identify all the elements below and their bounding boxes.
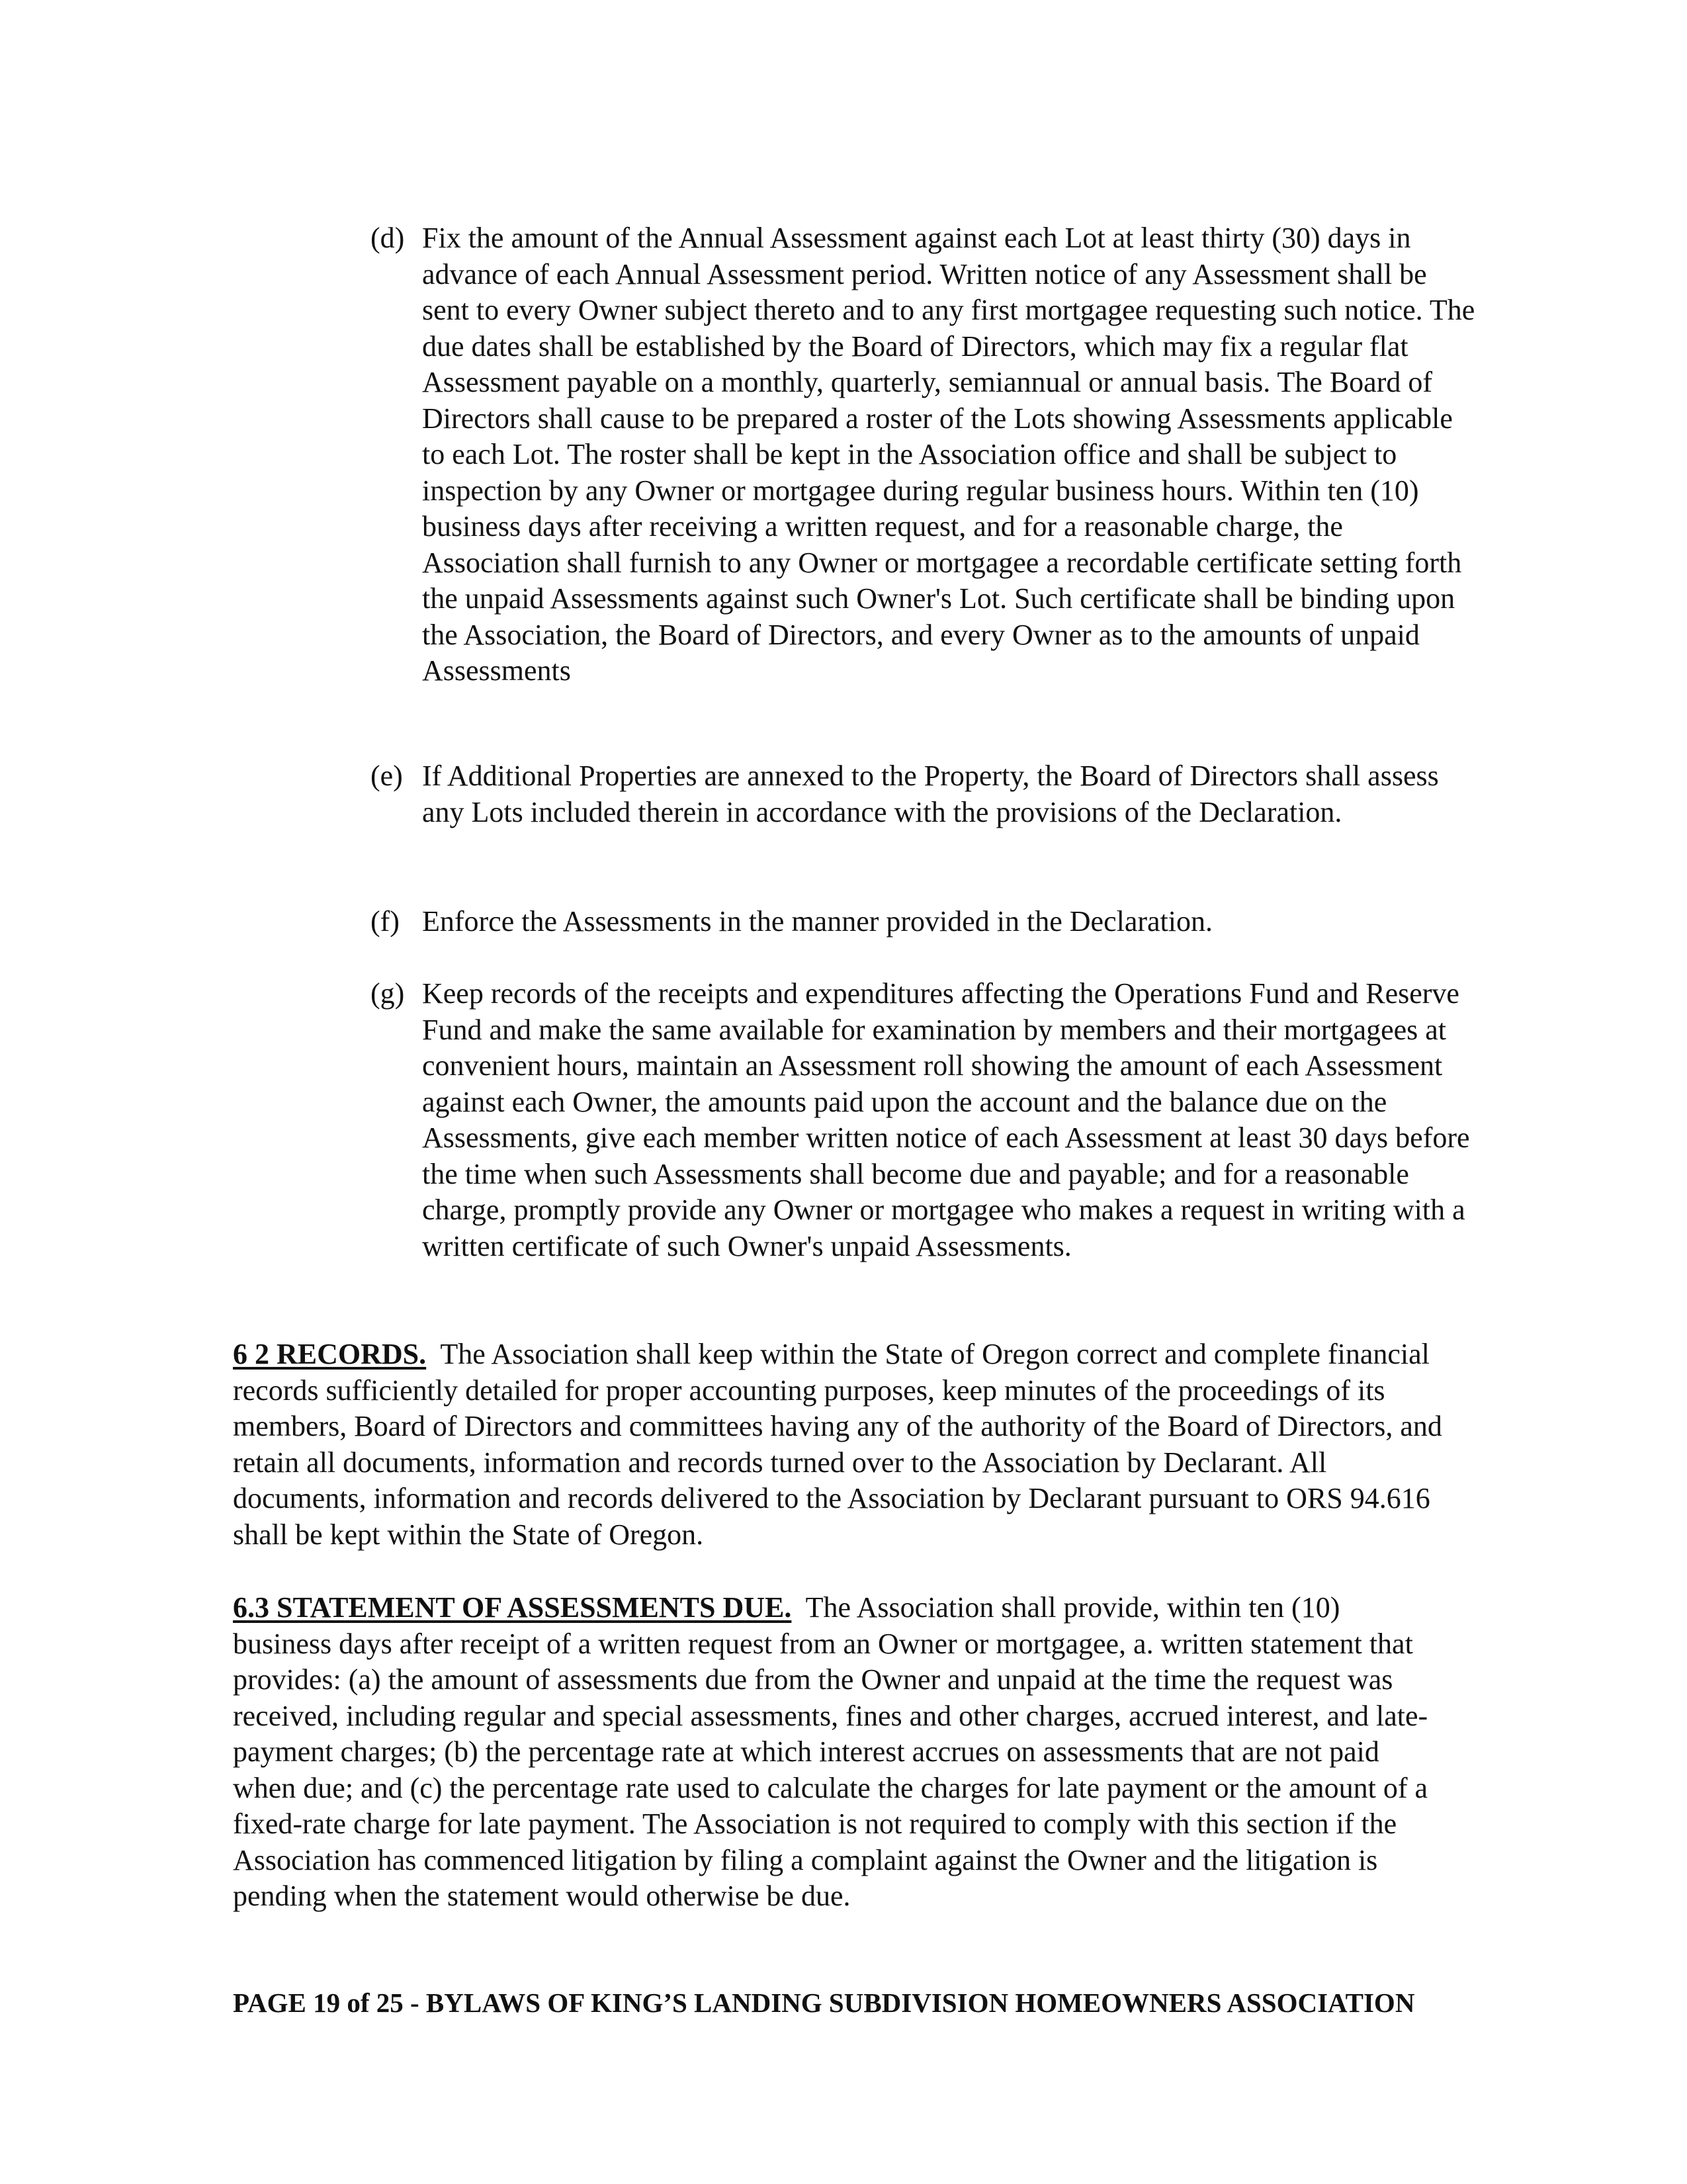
list-item-g (370, 976, 1475, 1264)
list-item-e (370, 758, 1475, 830)
section-6-3-statement-of-assessments-due (233, 1590, 1444, 1915)
list-item-d (370, 220, 1475, 689)
list-item-text: Enforce the Assessments in the manner provided in the Declaration. (422, 905, 1213, 938)
section-text: The Association shall keep within the State of Oregon correct and complete financial records sufficiently detailed for proper accounting purposes, keep minutes of the proceedings of its members, Board of Directors and committees having any of the authority of the Board of Directors, and retain all documents, information and records turned over to the Association by Declarant. All documents, information and records delivered to the Association by Declarant pursuant to ORS 94.616 shall be kept within the State of Oregon. (233, 1338, 1442, 1551)
section-text: The Association shall provide, within ten (10) business days after receipt of a written request from an Owner or mortgagee, a. written statement that provides: (a) the amount of assessments due from the Owner and unpaid at the time the request was received, including regular and special assessments, fines and other charges, accrued interest, and late-payment charges; (b) the percentage rate at which interest accrues on assessments that are not paid when due; and (c) the percentage rate used to calculate the charges for late payment or the amount of a fixed-rate charge for late payment. The Association is not required to comply with this section if the Association has commenced litigation by filing a complaint against the Owner and the litigation is pending when the statement would otherwise be due. (233, 1591, 1428, 1912)
page-footer: PAGE 19 of 25 - BYLAWS OF KING’S LANDING SUBDIVISION HOMEOWNERS ASSOCIATION (233, 1987, 1415, 2018)
section-heading: 6.3 STATEMENT OF ASSESSMENTS DUE. (233, 1591, 792, 1624)
list-marker: (f) (370, 905, 400, 938)
list-marker: (e) (370, 760, 403, 792)
section-6-2-records (233, 1336, 1444, 1553)
list-item-text: Keep records of the receipts and expenditures affecting the Operations Fund and Reserve Fund and make the same available for examination by members and their mortgagees at convenient hours, maintain an Assessment roll showing the amount of each Assessment against each Owner, the amounts paid upon the account and the balance due on the Assessments, give each member written notice of each Assessment at least 30 days before the time when such Assessments shall become due and payable; and for a reasonable charge, promptly provide any Owner or mortgagee who makes a request in writing with a written certificate of such Owner's unpaid Assessments. (422, 977, 1470, 1262)
list-marker: (d) (370, 222, 405, 254)
section-heading: 6 2 RECORDS. (233, 1338, 427, 1370)
list-marker: (g) (370, 977, 405, 1010)
list-item-text: If Additional Properties are annexed to the Property, the Board of Directors shall assess any Lots included therein in accordance with the provisions of the Declaration. (422, 760, 1439, 828)
list-item-text: Fix the amount of the Annual Assessment against each Lot at least thirty (30) days in advance of each Annual Assessment period. Written notice of any Assessment shall be sent to every Owner subject thereto and to any first mortgagee requesting such notice. The due dates shall be established by the Board of Directors, which may fix a regular flat Assessment payable on a monthly, quarterly, semiannual or annual basis. The Board of Directors shall cause to be prepared a roster of the Lots showing Assessments applicable to each Lot. The roster shall be kept in the Association office and shall be subject to inspection by any Owner or mortgagee during regular business hours. Within ten (10) business days after receiving a written request, and for a reasonable charge, the Association shall furnish to any Owner or mortgagee a recordable certificate setting forth the unpaid Assessments against such Owner's Lot. Such certificate shall be binding upon the Association, the Board of Directors, and every Owner as to the amounts of unpaid Assessments (422, 222, 1475, 687)
list-item-f (370, 904, 1475, 940)
